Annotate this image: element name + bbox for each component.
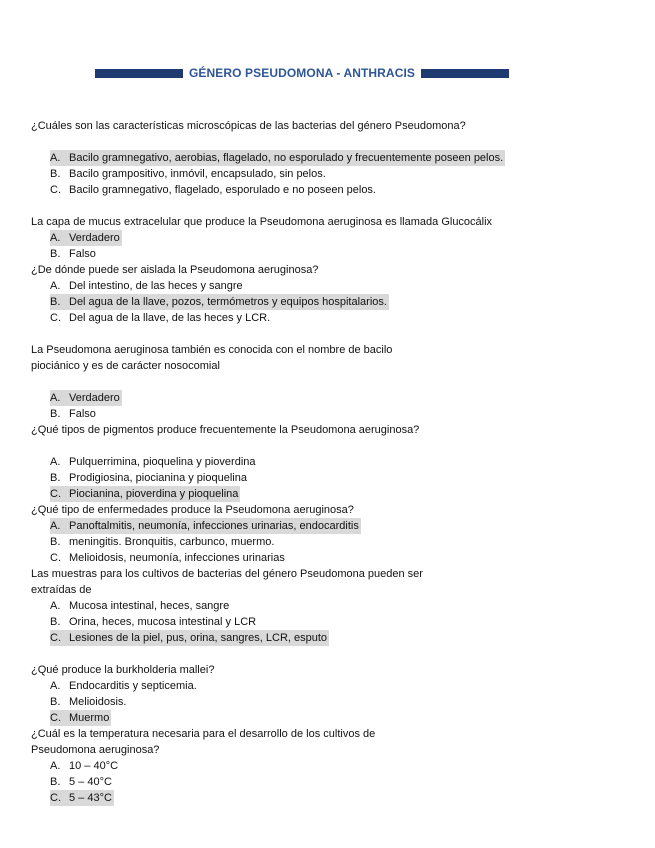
option-9c: C. 5 – 43°C: [50, 792, 112, 804]
options-8: [31, 678, 591, 726]
option-5c: C. Piocianina, pioverdina y pioquelina: [50, 488, 239, 500]
option-3c: C. Del agua de la llave, de las heces y LCR.: [50, 312, 271, 324]
option-1c: C. Bacilo gramnegativo, flagelado, esporulado e no poseen pelos.: [50, 184, 376, 196]
option-3a: A. Del intestino, de las heces y sangre: [50, 280, 243, 292]
question-6: ¿Qué tipo de enfermedades produce la Pseudomona aeruginosa?: [31, 504, 354, 516]
option-1b: B. Bacilo grampositivo, inmóvil, encapsulado, sin pelos.: [50, 168, 326, 180]
option-6b: B. meningitis. Bronquitis, carbunco, muermo.: [50, 536, 275, 548]
title-bar-left: [95, 69, 183, 78]
option-4a: A. Verdadero: [50, 392, 120, 404]
option-1a: A. Bacilo gramnegativo, aerobias, flagelado, no esporulado y frecuentemente poseen pelos.: [50, 152, 504, 164]
question-9-line2: Pseudomona aeruginosa?: [31, 744, 160, 756]
option-4b: B. Falso: [50, 408, 96, 420]
option-7b: B. Orina, heces, mucosa intestinal y LCR: [50, 616, 257, 628]
options-6: [31, 518, 591, 566]
page-title: GÉNERO PSEUDOMONA - ANTHRACIS: [188, 66, 416, 80]
option-5a: A. Pulquerrimina, pioquelina y pioverdina: [50, 456, 256, 468]
question-9: [31, 726, 471, 758]
question-4: [31, 342, 471, 374]
question-7: [31, 566, 471, 598]
option-9b: B. 5 – 40°C: [50, 776, 112, 788]
option-8b: B. Melioidosis.: [50, 696, 127, 708]
options-5: [31, 454, 591, 502]
question-3: ¿De dónde puede ser aislada la Pseudomona aeruginosa?: [31, 264, 319, 276]
option-7c: C. Lesiones de la piel, pus, orina, sangres, LCR, esputo: [50, 632, 328, 644]
question-2: La capa de mucus extracelular que produce la Pseudomona aeruginosa es llamada Glucocálix: [31, 216, 493, 228]
options-7: [31, 598, 591, 646]
question-9-line1: ¿Cuál es la temperatura necesaria para el desarrollo de los cultivos de: [31, 728, 376, 740]
option-5b: B. Prodigiosina, piocianina y pioquelina: [50, 472, 247, 484]
question-list: [31, 118, 591, 806]
question-7-line1: Las muestras para los cultivos de bacterias del género Pseudomona pueden ser: [31, 568, 423, 580]
options-4: [31, 390, 591, 422]
option-7a: A. Mucosa intestinal, heces, sangre: [50, 600, 230, 612]
question-4-line1: La Pseudomona aeruginosa también es conocida con el nombre de bacilo: [31, 344, 393, 356]
title-bar-right: [421, 69, 509, 78]
question-7-line2: extraídas de: [31, 584, 92, 596]
option-2a: A. Verdadero: [50, 232, 120, 244]
question-1: ¿Cuáles son las características microscópicas de las bacterias del género Pseudomona?: [31, 120, 466, 132]
option-8c: C. Muermo: [50, 712, 110, 724]
options-3: [31, 278, 591, 326]
option-6c: C. Melioidosis, neumonía, infecciones urinarias: [50, 552, 285, 564]
option-8a: A. Endocarditis y septicemia.: [50, 680, 197, 692]
question-5: ¿Qué tipos de pigmentos produce frecuentemente la Pseudomona aeruginosa?: [31, 424, 420, 436]
option-9a: A. 10 – 40°C: [50, 760, 119, 772]
options-9: [31, 758, 591, 806]
title-banner: [95, 64, 509, 82]
question-4-line2: piociánico y es de carácter nosocomial: [31, 360, 220, 372]
options-2: [31, 230, 591, 262]
option-3b: B. Del agua de la llave, pozos, termómetros y equipos hospitalarios.: [50, 296, 387, 308]
options-1: [31, 150, 591, 198]
option-2b: B. Falso: [50, 248, 96, 260]
option-6a: A. Panoftalmitis, neumonía, infecciones urinarias, endocarditis: [50, 520, 359, 532]
question-8: ¿Qué produce la burkholderia mallei?: [31, 664, 215, 676]
